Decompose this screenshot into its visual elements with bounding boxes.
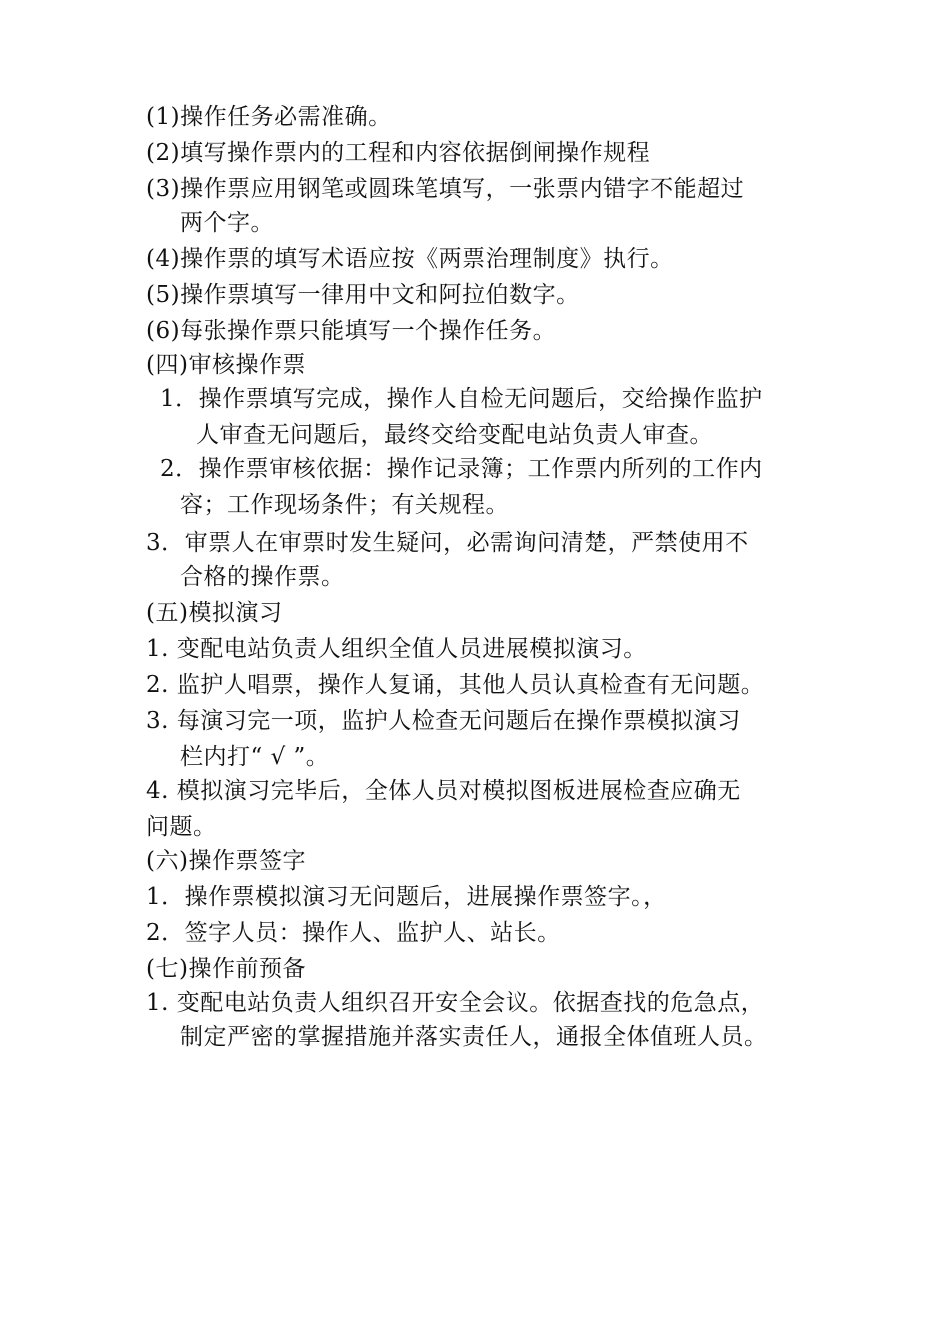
list-item-continuation: 合格的操作票。 xyxy=(180,564,345,590)
list-item: 1．操作票模拟演习无问题后，进展操作票签字。， xyxy=(146,884,667,910)
list-item: 3. 每演习完一项，监护人检查无问题后在操作票模拟演习 xyxy=(146,708,741,734)
list-item: 1. 变配电站负责人组织全值人员进展模拟演习。 xyxy=(146,636,647,662)
list-item-continuation: 两个字。 xyxy=(180,210,274,236)
list-item: 4. 模拟演习完毕后，全体人员对模拟图板进展检查应确无 xyxy=(146,778,741,804)
section-heading: (六)操作票签字 xyxy=(146,848,306,874)
list-item: 3．审票人在审票时发生疑问，必需询问清楚，严禁使用不 xyxy=(146,530,749,556)
list-item-continuation: 栏内打“ √ ”。 xyxy=(180,744,330,770)
list-item: 2．操作票审核依据：操作记录簿；工作票内所列的工作内 xyxy=(160,456,763,482)
section-heading: (五)模拟演习 xyxy=(146,600,283,626)
section-heading: (七)操作前预备 xyxy=(146,956,306,982)
list-item: (3)操作票应用钢笔或圆珠笔填写，一张票内错字不能超过 xyxy=(146,176,745,202)
list-item: 2. 监护人唱票，操作人复诵，其他人员认真检查有无问题。 xyxy=(146,672,765,698)
list-item: 1．操作票填写完成，操作人自检无问题后，交给操作监护 xyxy=(160,386,763,412)
list-item: (5)操作票填写一律用中文和阿拉伯数字。 xyxy=(146,282,580,308)
list-item: (1)操作任务必需准确。 xyxy=(146,104,392,130)
list-item: (2)填写操作票内的工程和内容依据倒闸操作规程 xyxy=(146,140,651,166)
list-item-continuation: 人审查无问题后，最终交给变配电站负责人审查。 xyxy=(196,422,713,448)
list-item: 2．签字人员：操作人、监护人、站长。 xyxy=(146,920,561,946)
list-item: 1. 变配电站负责人组织召开安全会议。依据查找的危急点， xyxy=(146,990,765,1016)
list-item-continuation: 问题。 xyxy=(146,814,217,840)
section-heading: (四)审核操作票 xyxy=(146,352,306,378)
list-item-continuation: 容；工作现场条件；有关规程。 xyxy=(180,492,509,518)
list-item: (6)每张操作票只能填写一个操作任务。 xyxy=(146,318,557,344)
list-item: (4)操作票的填写术语应按《两票治理制度》执行。 xyxy=(146,246,674,272)
list-item-continuation: 制定严密的掌握措施并落实责任人，通报全体值班人员。 xyxy=(180,1024,768,1050)
